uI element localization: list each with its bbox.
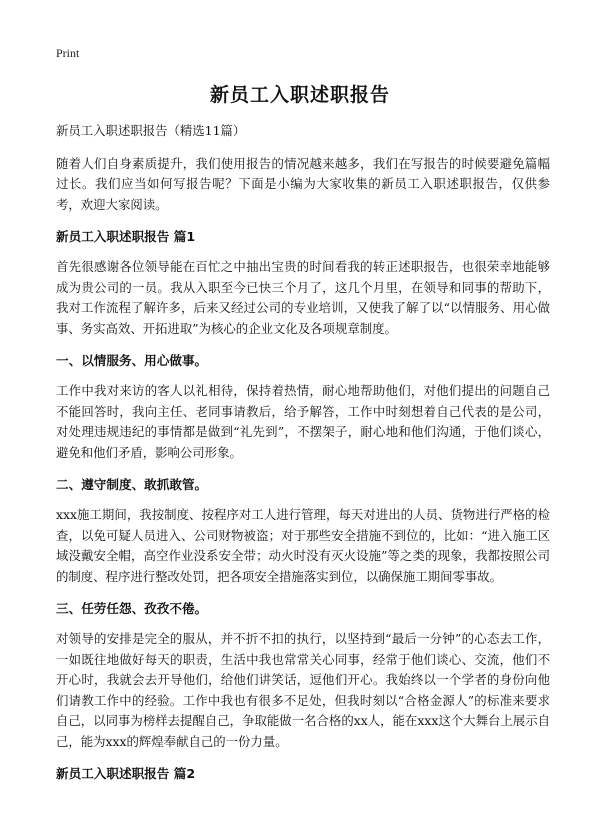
- intro-paragraph: 随着人们自身素质提升，我们使用报告的情况越来越多，我们在写报告的时候要避免篇幅过长。我们应当如何写报告呢？下面是小编为大家收集的新员工入职述职报告，仅供参考，欢迎大家阅读。: [56, 155, 550, 212]
- section1-paragraph: 首先很感谢各位领导能在百忙之中抽出宝贵的时间看我的转正述职报告，也很荣幸地能够成为贵公司的一员。我从入职至今已快三个月了，这几个月里，在领导和同事的帮助下，我对工作流程了解许多，后来又经过公司的专业培训，又使我了解了以“以情服务、用心做事、务实高效、开拓进取”为核心的企业文化及各项规章制度。: [56, 259, 550, 336]
- point-heading-1: 一、以情服务、用心做事。: [56, 353, 208, 368]
- article-body: [56, 121, 550, 794]
- point-heading-3: 三、任劳任怨、孜孜不倦。: [56, 601, 208, 616]
- section-heading-1: 新员工入职述职报告 篇1: [56, 229, 196, 244]
- page-title: 新员工入职述职报告: [209, 84, 390, 106]
- point2-paragraph: xxx施工期间，我按制度、按程序对工人进行管理，每天对进出的人员、货物进行严格的检查，以免可疑人员进入、公司财物被盗；对于那些安全措施不到位的，比如：“进入施工区域没戴安全帽，高空作业没系安全带；动火时没有灭火设施”等之类的现象，我都按照公司的制度、程序进行整改处罚，把各项安全措施落实到位，以确保施工期间零事故。: [56, 507, 550, 584]
- point3-paragraph: 对领导的安排是完全的服从，并不折不扣的执行，以坚持到“最后一分钟”的心态去工作，一如既往地做好每天的职责，生活中我也常常关心同事，经常于他们谈心、交流，他们不开心时，我就会去开导他们，给他们讲笑话，逗他们开心。我始终以一个学者的身份向他们请教工作中的经验。工作中我也有很多不足处，但我时刻以“合格金源人”的标准来要求自己，以同事为榜样去提醒自己，争取能做一名合格的xx人，能在xxx这个大舞台上展示自己，能为xxx的辉煌奉献自己的一份力量。: [56, 631, 550, 749]
- point-heading-2: 二、遵守制度、敢抓敢管。: [56, 477, 208, 492]
- article-subtitle: 新员工入职述职报告（精选11篇）: [56, 123, 246, 138]
- print-link[interactable]: Print: [56, 46, 80, 60]
- section-heading-2: 新员工入职述职报告 篇2: [56, 766, 196, 781]
- point1-paragraph: 工作中我对来访的客人以礼相待，保持着热情，耐心地帮助他们，对他们提出的问题自己不能回答时，我向主任、老同事请教后，给予解答，工作中时刻想着自己代表的是公司，对处理违规违纪的事情都是做到“礼先到”，不摆架子，耐心地和他们沟通，于他们谈心，避免和他们矛盾，影响公司形象。: [56, 383, 550, 460]
